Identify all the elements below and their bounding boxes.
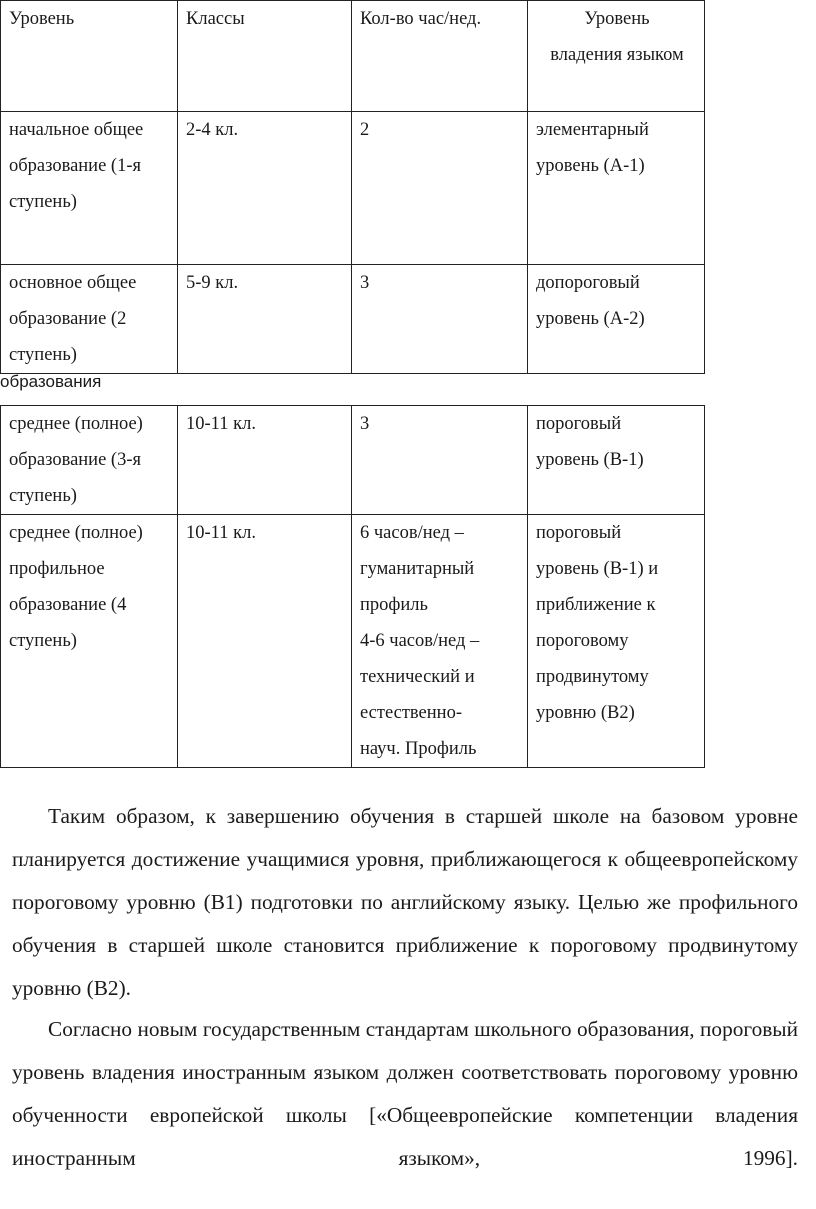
cell-hours: 3	[352, 406, 528, 515]
cell-grades: 5-9 кл.	[178, 265, 352, 374]
cell-grades: 10-11 кл.	[178, 515, 352, 768]
table-row	[1, 265, 705, 374]
stray-text: образования	[0, 372, 102, 391]
cell-level: основное общее образование (2 ступень)	[1, 265, 178, 374]
table-row	[1, 515, 705, 768]
header-grades: Классы	[178, 1, 352, 112]
paragraph-conclusion: Таким образом, к завершению обучения в старшей школе на базовом уровне планируется достижение учащимися уровня, приближающегося к общеевропейскому пороговому уровню (В1) подготовки по английскому языку. Целью же профильного обучения в старшей школе становится приближение к пороговому продвинутому уровню (В2).	[12, 804, 798, 1000]
cell-hours: 6 часов/нед – гуманитарный профиль 4-6 часов/нед – технический и естественно- науч. Профиль	[352, 515, 528, 768]
cell-proficiency: допороговый уровень (А-2)	[528, 265, 705, 374]
cell-level: начальное общее образование (1-я ступень)	[1, 112, 178, 265]
paragraph-standards: Согласно новым государственным стандартам школьного образования, пороговый уровень владения иностранным языком должен соответствовать пороговому уровню обученности европейской школы [«Общеевропейские компетенции владения иностранным языком», 1996].	[12, 1017, 798, 1170]
header-proficiency-level: Уровень владения языком	[528, 1, 705, 112]
cell-proficiency: элементарный уровень (А-1)	[528, 112, 705, 265]
header-level: Уровень	[1, 1, 178, 112]
cell-level: среднее (полное) образование (3-я ступень)	[1, 406, 178, 515]
language-levels-table-top	[0, 0, 705, 374]
cell-grades: 10-11 кл.	[178, 406, 352, 515]
header-hours-per-week: Кол-во час/нед.	[352, 1, 528, 112]
table-header-row	[1, 1, 705, 112]
cell-level: среднее (полное) профильное образование (4 ступень)	[1, 515, 178, 768]
cell-grades: 2-4 кл.	[178, 112, 352, 265]
table-row	[1, 406, 705, 515]
language-levels-table-bottom	[0, 405, 705, 768]
cell-proficiency: пороговый уровень (В-1)	[528, 406, 705, 515]
cell-proficiency: пороговый уровень (В-1) и приближение к пороговому продвинутому уровню (В2)	[528, 515, 705, 768]
cell-hours: 2	[352, 112, 528, 265]
table-row	[1, 112, 705, 265]
cell-hours: 3	[352, 265, 528, 374]
